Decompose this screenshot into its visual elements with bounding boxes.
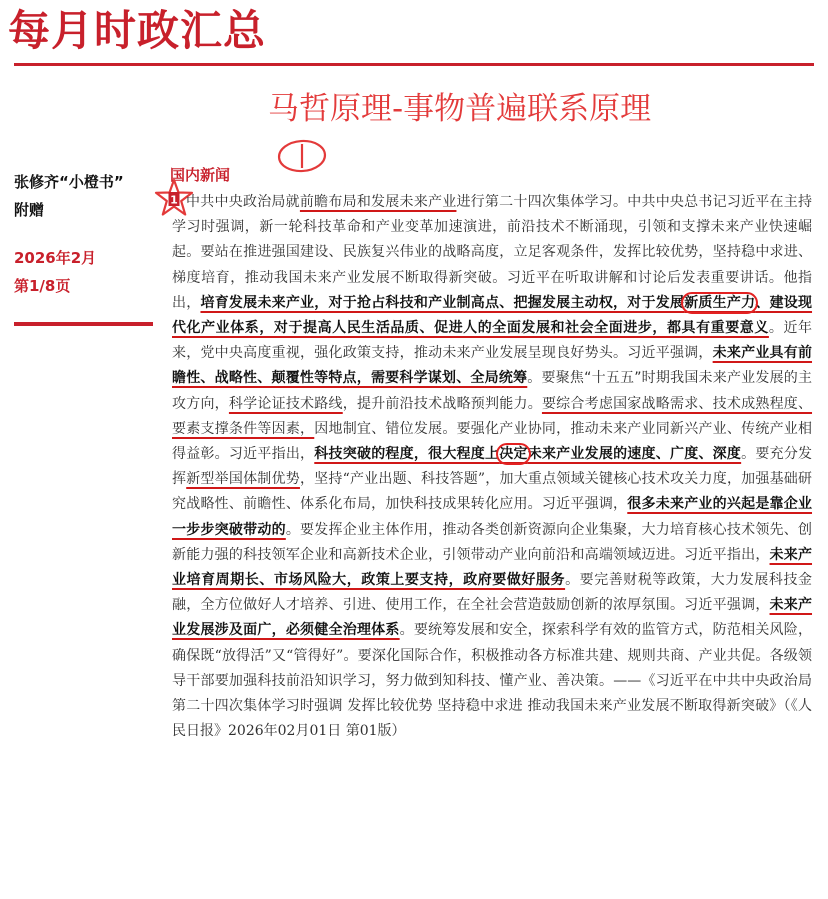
text-run: 中共中央政治局就 (186, 194, 300, 210)
text-run: 习近平在听取讲解和讨论后发表重要讲话。他指出， (172, 269, 813, 311)
highlight-text: 、建设现代化产业体系，对于提高人民生活品质、促进人的全面发展和社会全面进步，都具有重要意义 (172, 294, 813, 337)
author-line-1: 张修齐“小橙书” (14, 173, 124, 191)
sidebar (14, 168, 154, 300)
circled-text: 决定 (499, 446, 528, 463)
text-run: 因地制宜、错位发展。 (314, 420, 457, 437)
title-divider (14, 63, 814, 66)
highlight-text: 未来产业具有前瞻性、战略性、颠覆性等特点，需要科学谋划、全局统筹 (172, 345, 813, 387)
highlight-text: 要综合考虑国家战略需求、技术成熟程度、要素支撑条件等因素， (172, 395, 813, 437)
circled-text: 新质生产力 (684, 294, 756, 311)
text-run: 要强化产业协同， (456, 420, 571, 437)
text-run: 进行第二十四次集体学习。中共中央总书记习近平在主持学习时强调， (172, 194, 813, 236)
highlight-text: 前瞻布局和发展未来产业 (299, 194, 457, 210)
section-label: 国内新闻 (170, 166, 231, 184)
text-run: 推动未来产业同新兴产业、传统产业相得益彰。习近平指出， (172, 420, 813, 463)
highlight-text: 未来产业培育周期长、市场风险大，政策上要支持，政府要做好服务 (172, 546, 813, 589)
text-run: 。要完善财税等政策，大力发展科技金融，全方位做好人才培养、引进、使用工作，在全社会营造鼓励创新的浓厚氛围。习近平强调， (172, 572, 813, 614)
text-run: 。要聚焦“十五五”时期我国未来产业发展的主攻方向， (172, 370, 813, 412)
highlight-text: 新型举国体制优势 (186, 471, 300, 488)
hand-drawn-circle-one-icon (276, 138, 328, 174)
text-run: 。近年来，党中央高度重视，强化政策支持，推动未来产业发展呈现良好势头。习近平强调， (172, 320, 813, 362)
text-run: ，提升前沿技术战略预判能力。 (342, 395, 542, 412)
author-line-2: 附赠 (14, 201, 45, 219)
text-run: 。要充分发挥 (172, 446, 813, 488)
highlight-text: 未来产业发展涉及面广，必须健全治理体系 (172, 597, 813, 639)
sidebar-divider (14, 322, 153, 326)
article-paragraph (172, 190, 812, 744)
highlight-text: 未来产业发展的速度、广度、深度 (527, 446, 742, 463)
page-title: 每月时政汇总 (8, 6, 267, 55)
highlight-text: 科学论证技术路线 (228, 395, 343, 412)
highlight-text: 科技突破的程度，很大程度上 (314, 446, 500, 463)
text-run: 新一轮科技革命和产业变革加速演进，前沿技术不断涌现，引领和支撑未来产业快速崛起。要站在推进强国建设、民族复兴伟业的战略高度，立足客观条件，发挥比较优势，坚持稳中求进、梯度培育，推动我国未来产业发展不断取得新突破。 (172, 219, 813, 286)
page-number: 第1/8页 (14, 277, 71, 295)
text-run: 。要统筹发展和安全，探索科学有效的监管方式，防范相关风险，确保既“放得活”又“管得好”。要深化国际合作，积极推动各方标准共建、规则共商、产业共促。各级领导干部要加强科技前沿知识学习，努力做到知科技、懂产业、善决策。——《习近平在中共中央政治局第二十四次集体学习时强调 发挥比较优势 坚持稳中求进 推动我国未来产业发展不断取得新突破》（《人民日报》2026年02月01日 第01版） (172, 622, 813, 740)
item-number: 1 (170, 193, 178, 207)
issue-date: 2026年2月 (14, 249, 97, 267)
news-article (172, 190, 812, 744)
highlight-text: 很多未来产业的兴起是靠企业一步步突破带动的 (172, 496, 813, 538)
annotation-heading: 马哲原理-事物普遍联系原理 (268, 91, 652, 127)
text-run: 。要发挥企业主体作用，推动各类创新资源向企业集聚，大力培育核心技术领先、创新能力强的科技领军企业和高新技术企业，引领带动产业向前沿和高端领域迈进。习近平指出， (172, 521, 813, 563)
text-run: ，坚持“产业出题、科技答题”，加大重点领域关键核心技术攻关力度，加强基础研究战略性、前瞻性、体系化布局，加快科技成果转化应用。习近平强调， (172, 471, 813, 513)
highlight-text: 培育发展未来产业，对于抢占科技和产业制高点、把握发展主动权，对于发展 (200, 294, 685, 311)
